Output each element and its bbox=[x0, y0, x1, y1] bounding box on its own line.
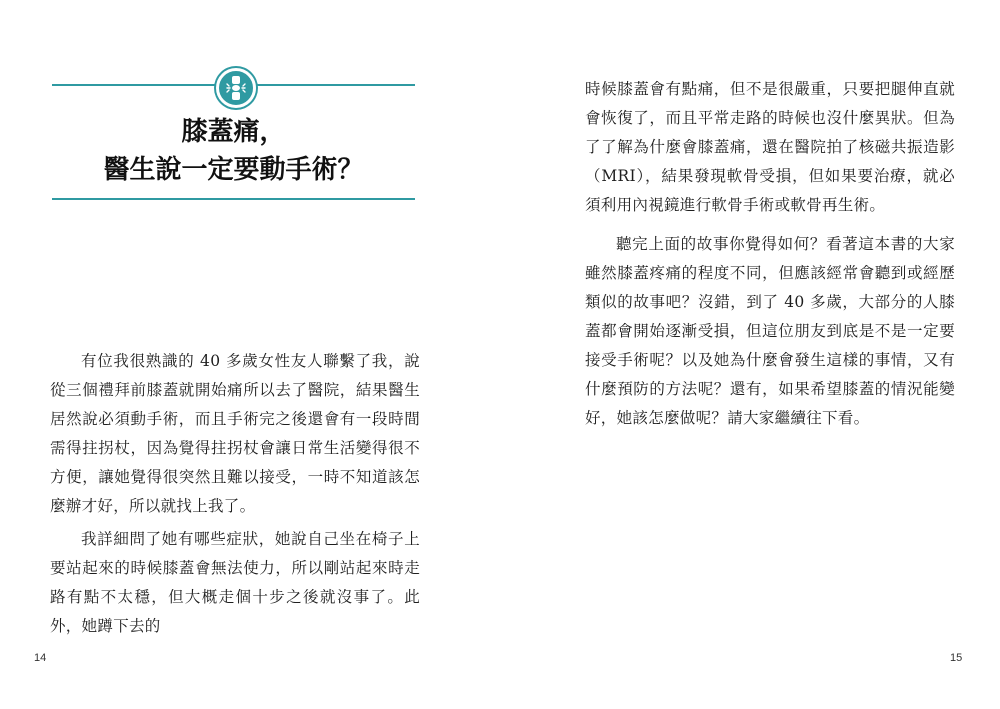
paragraph-text: 有位我很熟識的 40 多歲女性友人聯繫了我，說從三個禮拜前膝蓋就開始痛所以去了醫院，結果醫生居然說必須動手術，而且手術完之後還會有一段時間需得拄拐杖，因為覺得拄拐杖會讓日常生活變得很不方便，讓她覺得很突然且難以接受，一時不知道該怎麼辦才好，所以就找上我了。 bbox=[50, 352, 420, 515]
knee-joint-icon bbox=[216, 68, 256, 108]
title-line-1: 膝蓋痛， bbox=[181, 117, 286, 147]
body-paragraph-3 bbox=[585, 230, 955, 433]
title-bottom-rule bbox=[52, 198, 415, 200]
page-number-left: 14 bbox=[34, 652, 47, 664]
body-paragraph-2-continued bbox=[585, 75, 955, 220]
paragraph-text: 聽完上面的故事你覺得如何？看著這本書的大家雖然膝蓋疼痛的程度不同，但應該經常會聽到或經歷類似的故事吧？沒錯，到了 40 多歲，大部分的人膝蓋都會開始逐漸受損，但這位朋友到底是不是一定要接受手術呢？以及她為什麼會發生這樣的事情，又有什麼預防的方法呢？還有，如果希望膝蓋的情況能變好，她該怎麼做呢？請大家繼續往下看。 bbox=[585, 235, 955, 427]
body-paragraph-2 bbox=[50, 525, 420, 641]
title-line-2: 醫生說一定要動手術？ bbox=[103, 155, 364, 185]
paragraph-text: 時候膝蓋會有點痛，但不是很嚴重，只要把腿伸直就會恢復了，而且平常走路的時候也沒什麼異狀。但為了了解為什麼會膝蓋痛，還在醫院拍了核磁共振造影（MRI），結果發現軟骨受損，但如果要治療，就必須利用內視鏡進行軟骨手術或軟骨再生術。 bbox=[585, 80, 955, 214]
chapter-title bbox=[52, 113, 415, 189]
paragraph-text: 我詳細問了她有哪些症狀，她說自己坐在椅子上要站起來的時候膝蓋會無法使力，所以剛站起來時走路有點不太穩，但大概走個十步之後就沒事了。此外，她蹲下去的 bbox=[50, 530, 420, 635]
page-number-right: 15 bbox=[950, 652, 963, 664]
body-paragraph-1 bbox=[50, 347, 420, 521]
